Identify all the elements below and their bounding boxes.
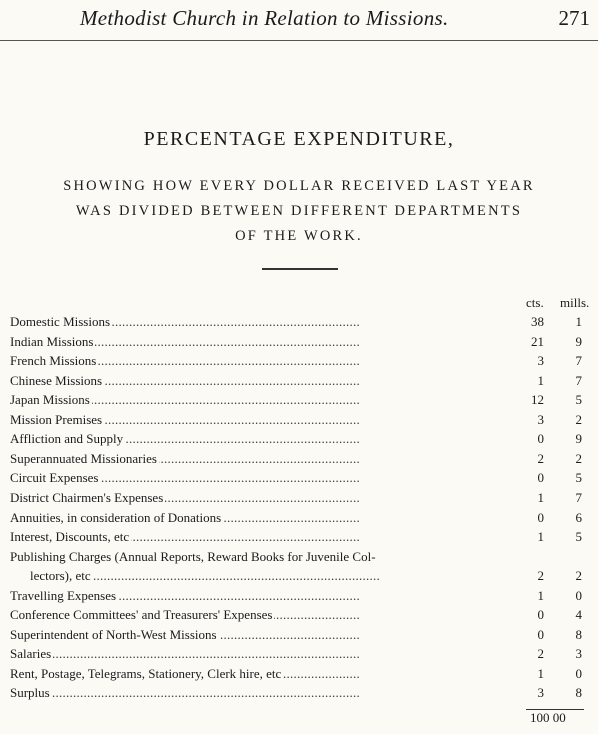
mills-value: 8 [575, 626, 582, 642]
mills-value: 3 [575, 646, 582, 662]
cts-value: 1 [537, 529, 544, 545]
row-label: lectors), etc . . . [30, 566, 525, 585]
mills-value: 8 [575, 685, 582, 701]
cts-value: 3 [537, 353, 544, 369]
row-label: Annuities, in consideration of Donations . . . [10, 508, 525, 527]
mills-value: 0 [575, 587, 582, 603]
row-label: Surplus . . . [10, 683, 525, 702]
table-row [10, 488, 582, 507]
column-header-cts: cts. [526, 295, 544, 310]
table-row [10, 312, 582, 331]
row-label: Rent, Postage, Telegrams, Stationery, Clerk hire, etc . . . [10, 664, 525, 683]
cts-value: 2 [537, 646, 544, 662]
cts-value: 0 [537, 431, 544, 447]
table-row [10, 468, 582, 487]
cts-value: 0 [537, 607, 544, 623]
cts-value: 3 [537, 411, 544, 427]
row-label: District Chairmen's Expenses . . . [10, 488, 525, 507]
row-label: Indian Missions . . . [10, 332, 525, 351]
cts-value: 2 [537, 450, 544, 466]
table-row [10, 566, 582, 585]
cts-value: 1 [537, 489, 544, 505]
cts-value: 12 [531, 392, 544, 408]
running-title: Methodist Church in Relation to Missions. [80, 6, 449, 30]
row-label: Travelling Expenses . . . [10, 586, 525, 605]
cts-value: 3 [537, 685, 544, 701]
table-row [10, 664, 582, 683]
total-value: 100 00 [530, 710, 566, 725]
mills-value: 7 [575, 489, 582, 505]
table-row [10, 625, 582, 644]
cts-value: 1 [537, 587, 544, 603]
subtitle-line-1: SHOWING HOW EVERY DOLLAR RECEIVED LAST YEAR [63, 178, 535, 194]
row-label: Conference Committees' and Treasurers' Expenses . . . [10, 605, 525, 624]
mills-value: 7 [575, 353, 582, 369]
mills-value: 5 [575, 392, 582, 408]
mills-value: 1 [575, 314, 582, 329]
cts-value: 0 [537, 509, 544, 525]
header-rule [0, 40, 598, 41]
cts-value: 1 [537, 665, 544, 681]
table-row [10, 508, 582, 527]
mills-value: 5 [575, 529, 582, 545]
mills-value: 6 [575, 509, 582, 525]
mills-value: 2 [575, 568, 582, 584]
table-row [10, 351, 582, 370]
cts-value: 2 [537, 568, 544, 584]
row-label: Salaries . . . [10, 644, 525, 663]
row-label: Domestic Missions . . . [10, 312, 525, 331]
mills-value: 9 [575, 431, 582, 447]
subtitle-line-2: WAS DIVIDED BETWEEN DIFFERENT DEPARTMENTS [75, 203, 523, 219]
mills-value: 7 [575, 372, 582, 388]
row-label: Mission Premises . . . [10, 410, 525, 429]
table-row [10, 605, 582, 624]
row-label: Superintendent of North-West Missions . . . [10, 625, 525, 644]
table-row [10, 371, 582, 390]
table-row [10, 586, 582, 605]
running-head [0, 4, 598, 34]
row-label: Japan Missions . . . [10, 390, 525, 409]
cts-value: 1 [537, 372, 544, 388]
mills-value: 9 [575, 333, 582, 349]
page-number: 271 [558, 6, 590, 30]
row-label: Chinese Missions . . . [10, 371, 525, 390]
mills-value: 5 [575, 470, 582, 486]
column-header-mills: mills. [560, 295, 590, 310]
table-row [10, 410, 582, 429]
mills-value: 2 [575, 411, 582, 427]
row-label: Interest, Discounts, etc . . . [10, 527, 525, 546]
page-title: PERCENTAGE EXPENDITURE, [143, 128, 455, 150]
table-row [10, 683, 582, 702]
table-row [10, 644, 582, 663]
subtitle-line-3: OF THE WORK. [235, 228, 363, 244]
cts-value: 0 [537, 470, 544, 486]
mills-value: 2 [575, 450, 582, 466]
table-row [10, 449, 582, 468]
mills-value: 0 [575, 665, 582, 681]
row-label: Superannuated Missionaries . . . [10, 449, 525, 468]
cts-value: 21 [531, 333, 544, 349]
table-row [10, 332, 582, 351]
title-divider [262, 268, 338, 270]
row-label: French Missions . . . [10, 351, 525, 370]
row-label: Circuit Expenses . . . [10, 468, 525, 487]
cts-value: 38 [531, 314, 544, 329]
mills-value: 4 [575, 607, 582, 623]
table-row [10, 527, 582, 546]
cts-value: 0 [537, 626, 544, 642]
table-row [10, 429, 582, 448]
row-label: Affliction and Supply . . . [10, 429, 525, 448]
row-label: Publishing Charges (Annual Reports, Reward Books for Juvenile Col- [10, 548, 376, 564]
table-row [10, 390, 582, 409]
table-row [10, 547, 582, 566]
